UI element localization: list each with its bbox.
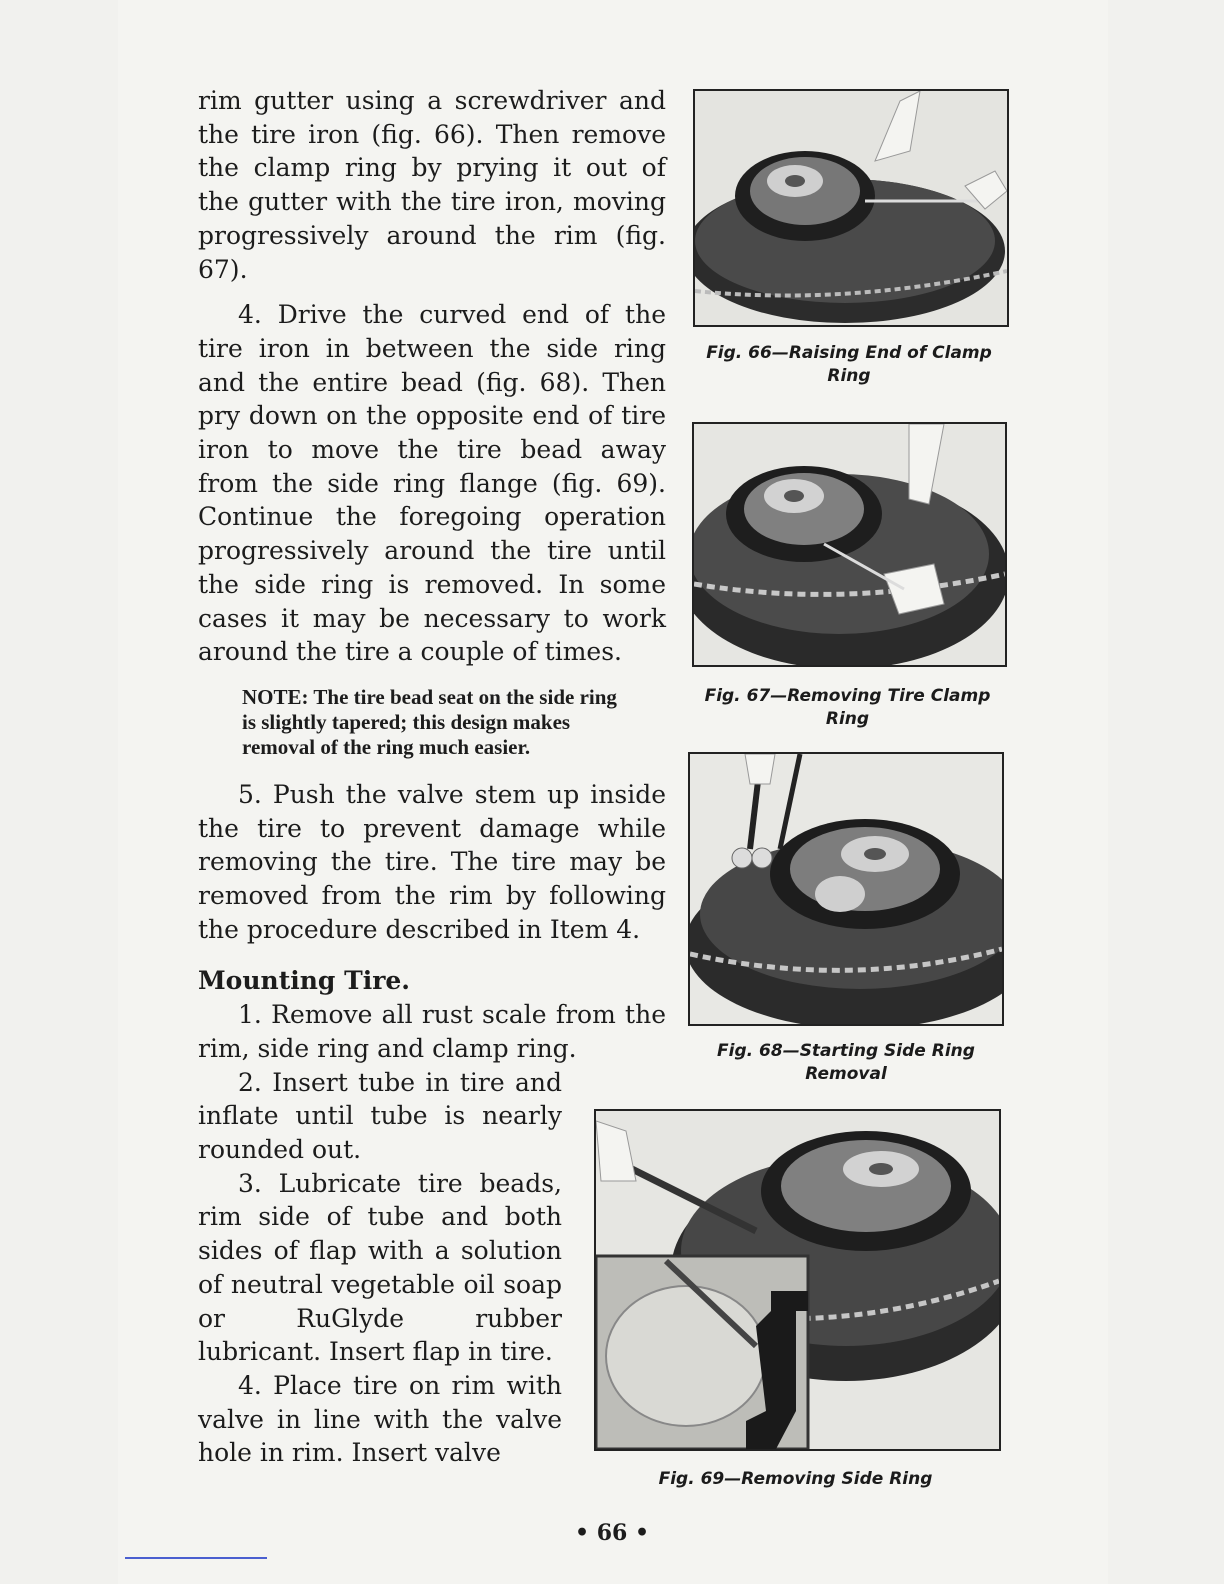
tire-illustration-67: [694, 424, 1005, 665]
figure-69-photo: [594, 1109, 1001, 1451]
figure-66-caption: [693, 342, 1005, 388]
tire-illustration-66: [695, 91, 1007, 325]
figure-67-caption-line-2: Ring: [825, 709, 870, 729]
figure-69-caption-line-1: Fig. 69—Removing Side Ring: [658, 1469, 933, 1489]
paragraph-step-4: 4. Drive the curved end of the tire iron in between the side ring and the entire bead (fig. 68). Then pry down on the opposite end of tire iron to move the tire bead away from the side ring flange (fig. 69). Continue the foregoing operation progressively around the tire until the side ring is removed. In some cases it may be necessary to work around the tire a couple of times.: [198, 300, 666, 667]
figure-67-photo: [692, 422, 1007, 667]
footer-rule: [125, 1557, 267, 1559]
mounting-step-2: 2. Insert tube in tire and inflate until tube is nearly rounded out.: [198, 1067, 562, 1164]
figure-68-caption: [688, 1040, 1004, 1086]
mounting-step-3: 3. Lubricate tire beads, rim side of tube and both sides of flap with a solution of neutral vegetable oil soap or RuGlyde rubber lubricant. Insert flap in tire.: [198, 1168, 562, 1367]
figure-66-caption-line-2: Ring: [827, 366, 871, 386]
figure-68-caption-line-2: Removal: [805, 1064, 887, 1084]
tire-illustration-69: [596, 1111, 999, 1449]
figure-68-photo: [688, 752, 1004, 1026]
paragraph-1: rim gutter using a screwdriver and the tire iron (fig. 66). Then remove the clamp ring by prying it out of the gutter with the tire iron, moving progressively around the rim (fig. 67).: [198, 86, 666, 284]
tire-illustration-68: [690, 754, 1002, 1024]
section-heading: Mounting Tire.: [198, 966, 410, 996]
figure-66-caption-line-1: Fig. 66—Raising End of Clamp: [706, 343, 992, 363]
mounting-step-1: 1. Remove all rust scale from the rim, side ring and clamp ring.: [198, 1000, 666, 1063]
figure-67-caption: [692, 685, 1003, 731]
paragraph-step-5: 5. Push the valve stem up inside the tire to prevent damage while removing the tire. The tire may be removed from the rim by following the procedure described in Item 4.: [198, 779, 666, 944]
figure-68-caption-line-1: Fig. 68—Starting Side Ring: [717, 1041, 975, 1061]
page-number: • 66 •: [574, 1520, 650, 1546]
figure-66-photo: [693, 89, 1009, 327]
mounting-step-4: 4. Place tire on rim with valve in line with the valve hole in rim. Insert valve: [198, 1370, 562, 1468]
note-block: NOTE: The tire bead seat on the side ring is slightly tapered; this design makes removal of the ring much easier.: [242, 684, 617, 759]
figure-69-caption: [594, 1468, 997, 1491]
figure-67-caption-line-1: Fig. 67—Removing Tire Clamp: [704, 686, 991, 706]
